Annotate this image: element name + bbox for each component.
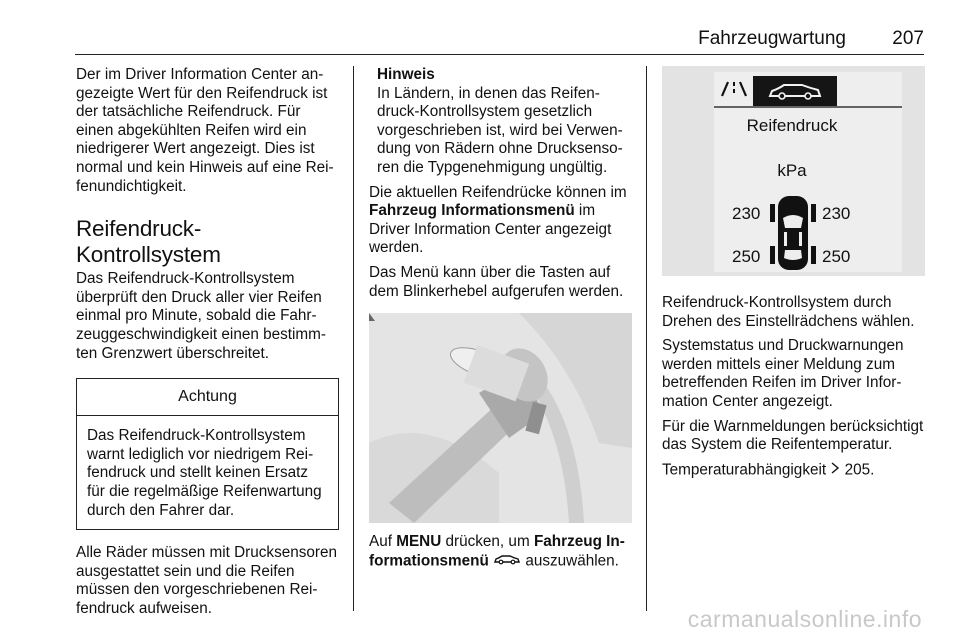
paragraph-system-status: Systemstatus und Druckwarnungen werden mittels einer Meldung zum betreffenden Reifen im Driver Information Center angezeigt. xyxy=(662,337,904,410)
display-unit: kPa xyxy=(777,161,807,180)
paragraph-tyre-value: Der im Driver Information Center angezeigte Wert für den Reifendruck ist der tatsächliche Reifendruck. Für einen abgekühlten Reifen wird ein niedrigerer Wert angezeigt. Dies ist normal und kein Hinweis auf eine Reifenundichtigkeit. xyxy=(76,66,334,195)
column-divider xyxy=(353,66,354,611)
tyre-pressure-display-illustration xyxy=(662,66,925,276)
menu-name-bold: Fahrzeug Informationsmenü xyxy=(369,202,575,220)
column-3 xyxy=(662,66,925,480)
chapter-title: Fahrzeugwartung xyxy=(698,28,846,49)
pressure-rear-left: 250 xyxy=(732,247,761,266)
note-text: In Ländern, in denen das Reifendruck-Kontrollsystem gesetzlich vorgeschrieben ist, wird bei Verwendung von Rädern ohne Drucksensoren die Typgenehmigung ungültig. xyxy=(377,84,623,176)
note-title: Hinweis xyxy=(377,66,435,83)
column-divider xyxy=(646,66,647,611)
caution-title: Achtung xyxy=(77,379,338,416)
paragraph-select-system: Reifendruck-Kontrollsystem durch Drehen des Einstellrädchens wählen. xyxy=(662,294,915,330)
paragraph-temperature-ref: Temperaturabhängigkeit 205. xyxy=(662,461,875,479)
pressure-front-left: 230 xyxy=(732,204,761,223)
dic-display xyxy=(662,66,925,276)
pressure-rear-right: 250 xyxy=(822,247,851,266)
caution-text: Das Reifendruck-Kontrollsystem warnt lediglich vor niedrigem Reifendruck und stellt keinen Ersatz für die regelmäßige Reifenwartung durch den Fahrer dar. xyxy=(87,427,322,519)
paragraph-system-check: Das Reifendruck-Kontrollsystem überprüft den Druck aller vier Reifen einmal pro Minute, sobald die Fahrzeuggeschwindigkeit einen bestimmten Grenzwert überschreitet. xyxy=(76,270,326,362)
paragraph-menu-display: Die aktuellen Reifendrücke können im Fahrzeug Informationsmenü im Driver Information Center angezeigt werden. xyxy=(369,183,627,257)
paragraph-stalk-buttons: Das Menü kann über die Tasten auf dem Blinkerhebel aufgerufen werden. xyxy=(369,263,624,300)
car-tab-highlight xyxy=(753,76,837,106)
stalk-drawing xyxy=(369,313,632,523)
column-1 xyxy=(76,66,339,618)
pressure-front-right: 230 xyxy=(822,204,851,223)
page-number: 207 xyxy=(892,28,924,49)
paragraph-sensors: Alle Räder müssen mit Drucksensoren ausgestattet sein und die Reifen müssen den vorgeschriebenen Reifendruck aufweisen. xyxy=(76,544,337,617)
paragraph-temperature: Für die Warnmeldungen berücksichtigt das System die Reifentemperatur. xyxy=(662,417,924,454)
watermark: carmanualsonline.info xyxy=(687,606,922,632)
display-label: Reifendruck xyxy=(746,116,838,135)
page-reference[interactable]: 205. xyxy=(844,461,875,479)
caution-box xyxy=(76,378,339,530)
turn-signal-stalk-illustration xyxy=(369,313,632,523)
vehicle-info-menu-bold: Fahrzeug Informationsmenü xyxy=(369,533,625,570)
column-2 xyxy=(369,66,632,571)
paragraph-press-menu: Auf MENU drücken, um Fahrzeug Informationsmenü auszuwählen. xyxy=(369,533,625,570)
car-icon xyxy=(493,552,521,571)
arrow-ref-icon xyxy=(830,461,840,480)
section-heading: Reifendruck-Kontrollsystem xyxy=(76,216,221,268)
page-header xyxy=(75,26,924,55)
menu-button-name: MENU xyxy=(396,533,442,551)
